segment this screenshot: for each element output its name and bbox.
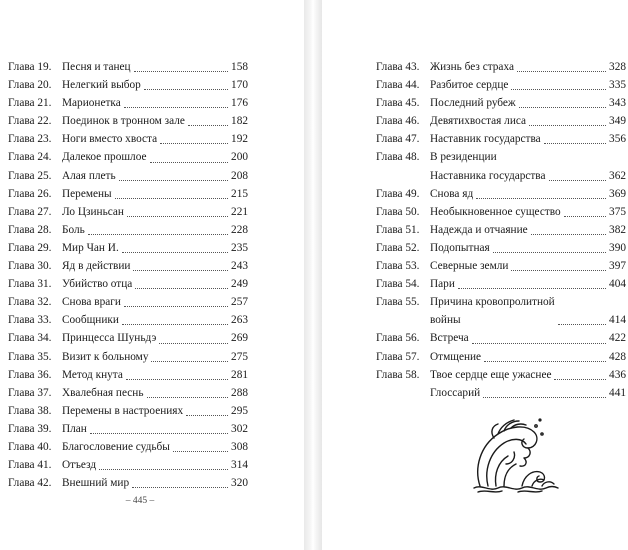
page-number: 182 (231, 115, 248, 128)
chapter-title: Отмщение (430, 350, 482, 363)
toc-entry (376, 221, 626, 239)
toc-entry (376, 203, 626, 221)
chapter-number: Глава 52. (376, 241, 420, 254)
chapter-number: Глава 46. (376, 115, 420, 128)
page-number: 397 (609, 260, 626, 273)
page-number: 170 (231, 79, 248, 92)
page-number: 281 (231, 368, 248, 381)
chapter-title: Перемены (62, 187, 112, 200)
page-number: 269 (231, 332, 248, 345)
chapter-number: Глава 57. (376, 350, 420, 363)
page-number: 428 (609, 350, 626, 363)
dot-leader (122, 251, 228, 253)
toc-entry (8, 384, 248, 402)
chapter-number: Глава 26. (8, 187, 52, 200)
chapter-title: Встреча (430, 332, 469, 345)
chapter-title: Нелегкий выбор (62, 79, 141, 92)
page-number: 404 (609, 278, 626, 291)
page-number: 349 (609, 115, 626, 128)
chapter-title: Причина кровопролитной (430, 296, 555, 309)
chapter-title: Северные земли (430, 260, 509, 273)
page-number: 221 (231, 205, 248, 218)
page-number: 158 (231, 61, 248, 73)
toc-entry (8, 348, 248, 366)
toc-entry (376, 94, 626, 112)
chapter-number: Глава 41. (8, 459, 52, 472)
chapter-number: Глава 44. (376, 79, 420, 92)
page-number: 328 (609, 61, 626, 73)
chapter-number: Глава 30. (8, 260, 52, 273)
dot-leader (90, 432, 228, 434)
dot-leader (173, 450, 228, 452)
page-number: 257 (231, 296, 248, 309)
toc-entry (376, 329, 626, 347)
toc-entry (376, 293, 626, 329)
dot-leader (544, 142, 606, 144)
dot-leader (564, 215, 606, 217)
toc-entry (8, 293, 248, 311)
chapter-title: Надежда и отчаяние (430, 223, 528, 236)
chapter-number: Глава 56. (376, 332, 420, 345)
chapter-number: Глава 29. (8, 241, 52, 254)
chapter-number: Глава 33. (8, 314, 52, 327)
page-number: 390 (609, 241, 626, 254)
page-number: 356 (609, 133, 626, 146)
toc-entry (8, 402, 248, 420)
toc-entry (8, 112, 248, 130)
toc-entry (376, 384, 626, 402)
dot-leader (531, 233, 606, 235)
dot-leader (151, 360, 228, 362)
chapter-number: Глава 24. (8, 151, 52, 164)
dot-leader (132, 486, 228, 488)
page-number: 228 (231, 223, 248, 236)
chapter-title: Ноги вместо хвоста (62, 133, 158, 146)
dot-leader (124, 305, 228, 307)
chapter-title: Метод кнута (62, 368, 123, 381)
chapter-title: Внешний мир (62, 477, 130, 490)
dot-leader (159, 342, 228, 344)
page-number: 375 (609, 205, 626, 218)
dot-leader (160, 142, 228, 144)
left-page (0, 0, 304, 550)
dot-leader (549, 179, 607, 181)
dot-leader (517, 70, 606, 72)
toc-entry (376, 348, 626, 366)
page-number: 362 (609, 169, 626, 182)
chapter-number: Глава 43. (376, 61, 420, 73)
toc-entry (376, 239, 626, 257)
dot-leader (119, 179, 228, 181)
chapter-number: Глава 45. (376, 97, 420, 110)
chapter-number: Глава 38. (8, 404, 52, 417)
dot-leader (511, 88, 606, 90)
toc-entry (8, 366, 248, 384)
page-number: 208 (231, 169, 248, 182)
toc-entry (8, 456, 248, 474)
chapter-title: Сообщники (62, 314, 119, 327)
dot-leader (115, 197, 228, 199)
toc-entry (376, 185, 626, 203)
dot-leader (99, 468, 228, 470)
toc-entry (8, 148, 248, 166)
chapter-title: Наставника государства (430, 169, 546, 182)
page-number: 382 (609, 223, 626, 236)
dot-leader (519, 106, 606, 108)
chapter-title: Песня и танец (62, 61, 131, 73)
chapter-title: Девятихвостая лиса (430, 115, 527, 128)
dot-leader (122, 323, 228, 325)
dot-leader (511, 269, 606, 271)
chapter-title: Мир Чан И. (62, 241, 119, 254)
dot-leader (127, 215, 228, 217)
dot-leader (135, 287, 228, 289)
chapter-title: Хвалебная песнь (62, 386, 144, 399)
chapter-title: Благословение судьбы (62, 440, 170, 453)
chapter-title: Отъезд (62, 459, 97, 472)
chapter-title: Убийство отца (62, 278, 133, 291)
toc-entry (8, 185, 248, 203)
chapter-title: Поединок в тронном зале (62, 115, 185, 128)
toc-entry (8, 311, 248, 329)
toc-entry (8, 58, 248, 76)
dot-leader (150, 161, 229, 163)
chapter-title: Твое сердце еще ужаснее (430, 368, 552, 381)
page-number: 343 (609, 97, 626, 110)
toc-left (8, 58, 248, 492)
page-number: 436 (609, 368, 626, 381)
chapter-number: Глава 23. (8, 133, 52, 146)
chapter-number: Глава 28. (8, 223, 52, 236)
page-number: 275 (231, 350, 248, 363)
chapter-title: Глоссарий (430, 386, 481, 399)
toc-right (376, 58, 626, 402)
page-number: 215 (231, 187, 248, 200)
toc-entry (376, 112, 626, 130)
chapter-number: Глава 31. (8, 278, 52, 291)
toc-entry (8, 275, 248, 293)
chapter-number: Глава 42. (8, 477, 52, 490)
dot-leader (147, 396, 229, 398)
chapter-title: Снова враги (62, 296, 121, 309)
toc-entry (376, 148, 626, 184)
dot-leader (126, 378, 228, 380)
toc-entry (8, 130, 248, 148)
toc-entry (8, 257, 248, 275)
page-number: 192 (231, 133, 248, 146)
chapter-number: Глава 22. (8, 115, 52, 128)
chapter-title: Алая плеть (62, 169, 116, 182)
page-number: 314 (231, 459, 248, 472)
dot-leader (133, 269, 228, 271)
chapter-title: Снова яд (430, 187, 474, 200)
toc-entry (376, 58, 626, 76)
chapter-number: Глава 19. (8, 61, 52, 73)
chapter-title: Боль (62, 223, 85, 236)
chapter-number: Глава 54. (376, 278, 420, 291)
chapter-number: Глава 53. (376, 260, 420, 273)
toc-entry (8, 203, 248, 221)
chapter-title: Подопытная (430, 241, 490, 254)
chapter-number: Глава 20. (8, 79, 52, 92)
chapter-number: Глава 55. (376, 296, 420, 309)
toc-entry (8, 474, 248, 492)
page-number: 302 (231, 422, 248, 435)
toc-entry (8, 94, 248, 112)
dot-leader (484, 360, 606, 362)
chapter-number: Глава 40. (8, 440, 52, 453)
dot-leader (558, 323, 606, 325)
chapter-number: Глава 51. (376, 223, 420, 236)
page-folio: – 445 – (125, 496, 155, 506)
page-number: 243 (231, 260, 248, 273)
book-gutter (304, 0, 322, 550)
toc-entry (376, 366, 626, 384)
page-number: 288 (231, 386, 248, 399)
chapter-number: Глава 32. (8, 296, 52, 309)
chapter-title: войны (430, 314, 461, 327)
chapter-title: План (62, 422, 87, 435)
chapter-title: Принцесса Шуньдэ (62, 332, 157, 345)
chapter-number: Глава 49. (376, 187, 420, 200)
toc-entry (8, 76, 248, 94)
chapter-title: Жизнь без страха (430, 61, 514, 73)
page-number: 308 (231, 440, 248, 453)
chapter-title: Необыкновенное существо (430, 205, 561, 218)
page-number: 295 (231, 404, 248, 417)
page-number: 235 (231, 241, 248, 254)
chapter-title: Последний рубеж (430, 97, 516, 110)
dot-leader (186, 414, 228, 416)
page-number: 422 (609, 332, 626, 345)
chapter-title: Пари (430, 278, 455, 291)
toc-entry (8, 239, 248, 257)
dot-leader (124, 106, 228, 108)
chapter-title: Визит к больному (62, 350, 149, 363)
page-number: 176 (231, 97, 248, 110)
chapter-number: Глава 36. (8, 368, 52, 381)
page-number: 441 (609, 386, 626, 399)
toc-entry (376, 275, 626, 293)
chapter-title: Марионетка (62, 97, 121, 110)
dot-leader (529, 124, 606, 126)
dot-leader (188, 124, 228, 126)
page-number: 369 (609, 187, 626, 200)
chapter-number: Глава 39. (8, 422, 52, 435)
toc-entry (8, 221, 248, 239)
dot-leader (458, 287, 606, 289)
page-number: 200 (231, 151, 248, 164)
chapter-number: Глава 27. (8, 205, 52, 218)
page-number: 320 (231, 477, 248, 490)
chapter-title: В резиденции (430, 151, 497, 164)
dot-leader (483, 396, 606, 398)
chapter-title: Разбитое сердце (430, 79, 509, 92)
chapter-title: Ло Цзиньсан (62, 205, 124, 218)
dot-leader (144, 88, 228, 90)
toc-entry (376, 76, 626, 94)
page-number: 249 (231, 278, 248, 291)
chapter-number: Глава 50. (376, 205, 420, 218)
toc-entry (8, 438, 248, 456)
dot-leader (493, 251, 606, 253)
dot-leader (554, 378, 606, 380)
toc-entry (376, 130, 626, 148)
chapter-title: Перемены в настроениях (62, 404, 184, 417)
page-number: 335 (609, 79, 626, 92)
chapter-number: Глава 58. (376, 368, 420, 381)
chapter-number: Глава 37. (8, 386, 52, 399)
chapter-number: Глава 21. (8, 97, 52, 110)
dot-leader (476, 197, 606, 199)
dot-leader (472, 342, 606, 344)
toc-entry (8, 420, 248, 438)
chapter-number: Глава 34. (8, 332, 52, 345)
toc-entry (8, 167, 248, 185)
chapter-number: Глава 47. (376, 133, 420, 146)
chapter-title: Яд в действии (62, 260, 131, 273)
page-number: 263 (231, 314, 248, 327)
wave-icon (470, 412, 560, 494)
dot-leader (134, 70, 228, 72)
page-number: 414 (609, 314, 626, 327)
chapter-title: Наставник государства (430, 133, 541, 146)
chapter-number: Глава 35. (8, 350, 52, 363)
chapter-number: Глава 25. (8, 169, 52, 182)
chapter-title: Далекое прошлое (62, 151, 147, 164)
toc-entry (376, 257, 626, 275)
dot-leader (88, 233, 228, 235)
toc-entry (8, 329, 248, 347)
chapter-number: Глава 48. (376, 151, 420, 164)
